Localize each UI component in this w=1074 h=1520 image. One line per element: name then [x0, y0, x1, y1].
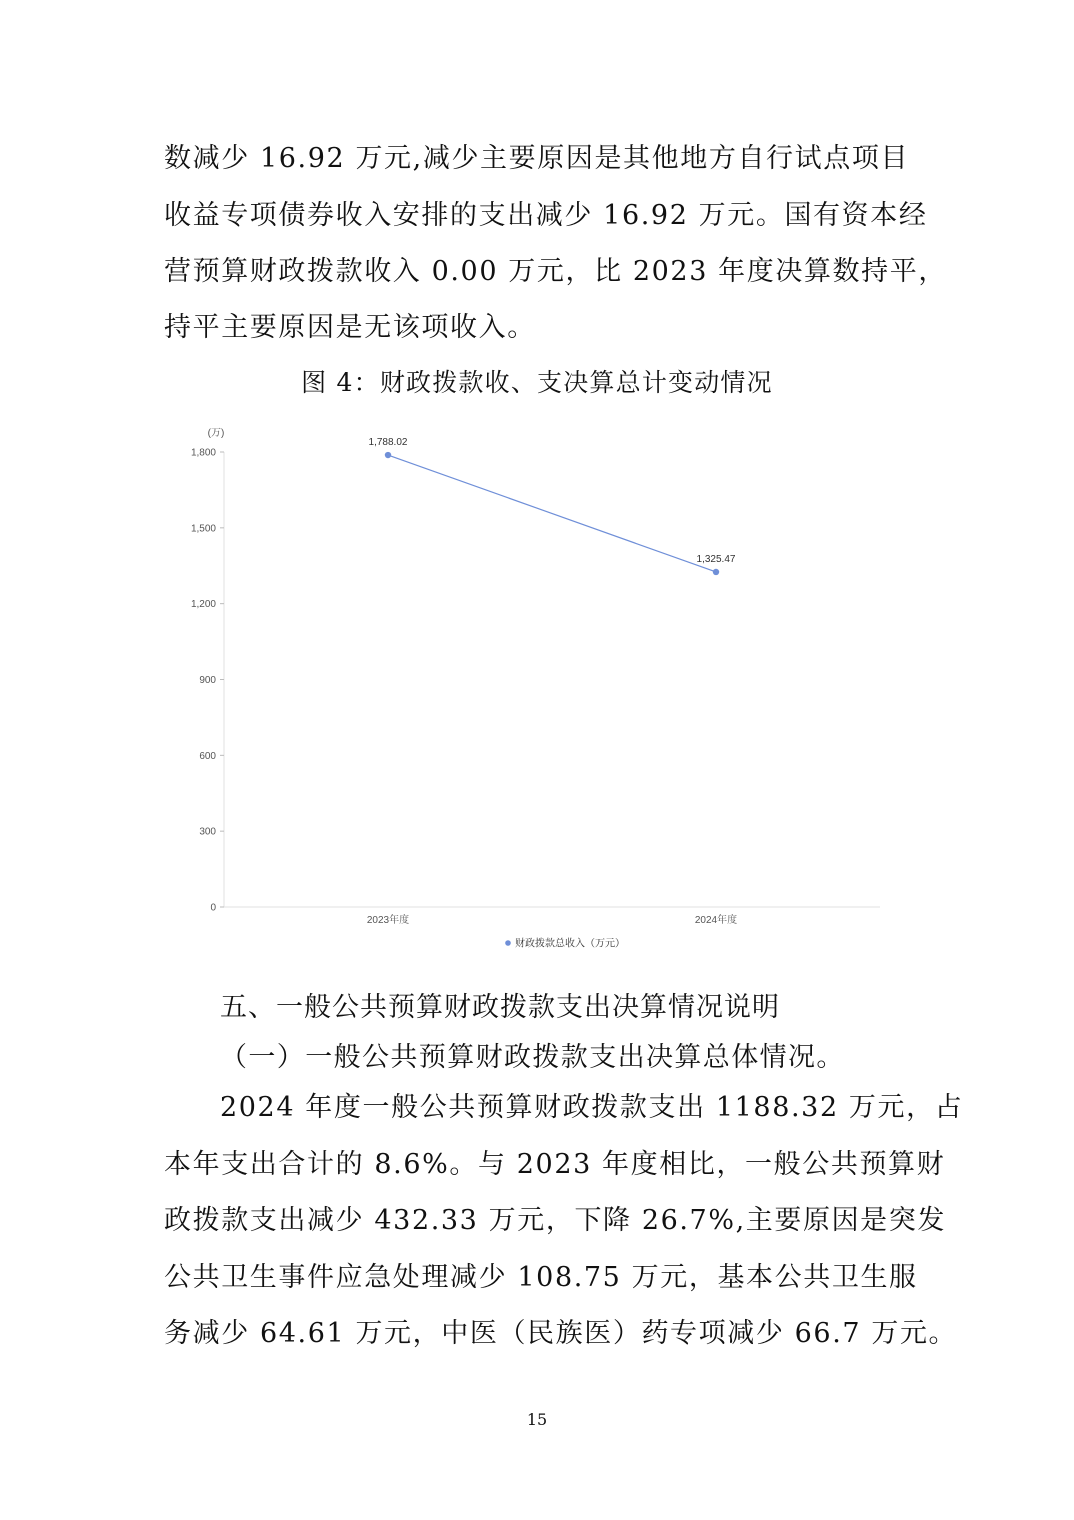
section-subheading: （一）一般公共预算财政拨款支出决算总体情况。 [220, 1042, 845, 1073]
y-tick-label: 1,500 [190, 523, 216, 535]
data-label: 1,325.47 [696, 553, 736, 565]
data-label: 1,788.02 [368, 437, 408, 449]
y-tick-label: 1,800 [190, 447, 216, 459]
series-line [388, 455, 716, 572]
paragraph-line: 务减少 64.61 万元，中医（民族医）药专项减少 66.7 万元。 [164, 1318, 958, 1349]
y-tick-label: 0 [210, 902, 216, 914]
paragraph-line: 本年支出合计的 8.6%。与 2023 年度相比，一般公共预算财 [164, 1149, 946, 1180]
x-axis [224, 907, 880, 926]
page-number: 15 [526, 1410, 548, 1429]
paragraph-line: 收益专项债券收入安排的支出减少 16.92 万元。国有资本经 [164, 200, 928, 231]
paragraph-line: 政拨款支出减少 432.33 万元，下降 26.7%,主要原因是突发 [164, 1205, 946, 1236]
legend [505, 937, 625, 950]
line-chart [170, 418, 900, 963]
section-heading: 五、一般公共预算财政拨款支出决算情况说明 [220, 992, 780, 1023]
series-group [369, 437, 736, 575]
chart-canvas [170, 418, 900, 963]
y-axis [191, 448, 224, 914]
paragraph-line: 营预算财政拨款收入 0.00 万元，比 2023 年度决算数持平， [164, 256, 947, 287]
data-point [713, 569, 719, 575]
paragraph-line: 数减少 16.92 万元,减少主要原因是其他地方自行试点项目 [164, 143, 910, 174]
paragraph-line: 2024 年度一般公共预算财政拨款支出 1188.32 万元，占 [220, 1092, 964, 1123]
data-point [385, 452, 391, 458]
paragraph-line: 持平主要原因是无该项收入。 [164, 312, 536, 343]
x-tick-label: 2024年度 [694, 915, 738, 926]
y-tick-label: 1,200 [190, 599, 216, 611]
legend-label: 财政拨款总收入（万元） [515, 938, 625, 950]
figure-caption: 图 4：财政拨款收、支决算总计变动情况 [301, 368, 773, 397]
y-tick-label: 600 [199, 750, 216, 762]
paragraph-line: 公共卫生事件应急处理减少 108.75 万元，基本公共卫生服 [164, 1262, 918, 1293]
y-tick-label: 900 [199, 675, 216, 686]
legend-marker [505, 940, 511, 946]
y-tick-label: 300 [199, 826, 216, 838]
x-tick-label: 2023年度 [366, 915, 410, 926]
y-unit-label: (万) [207, 428, 225, 439]
